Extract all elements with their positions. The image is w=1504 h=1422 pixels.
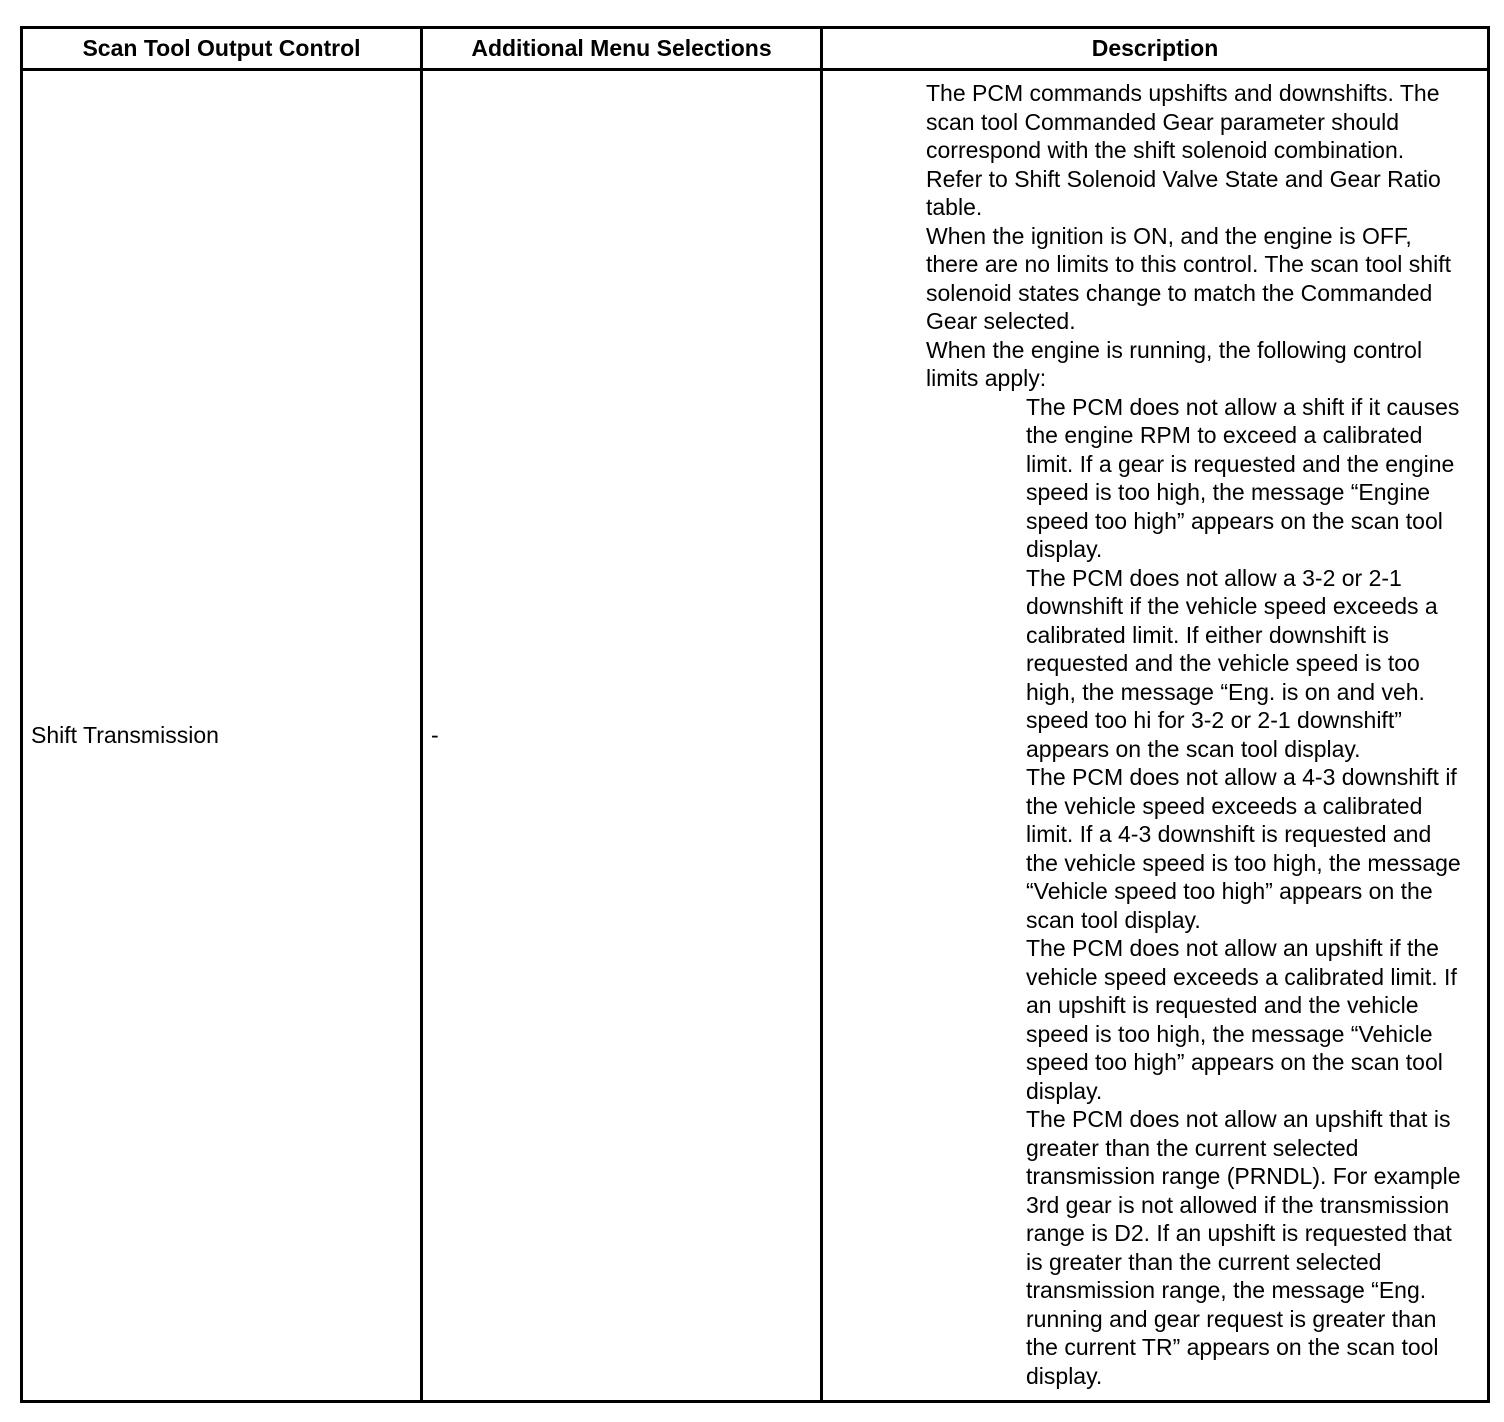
description-limit-item: The PCM does not allow a shift if it causes the engine RPM to exceed a calibrated limit. If a gear is requested and the engine speed is too high, the message “Engine speed too high” appears on the scan tool display. <box>1026 393 1460 562</box>
header-cell-description: Description <box>822 28 1489 70</box>
cell-additional-menu <box>422 70 822 1402</box>
header-cell-additional-menu-selections: Additional Menu Selections <box>422 28 822 70</box>
header-cell-scan-tool-output-control: Scan Tool Output Control <box>22 28 422 70</box>
scan-tool-output-control-table <box>20 26 1490 1403</box>
description-paragraph: The PCM commands upshifts and downshifts. The scan tool Commanded Gear parameter should correspond with the shift solenoid combination. Refer to Shift Solenoid Valve State and Gear Ratio table. <box>926 80 1441 220</box>
description-limit-item: The PCM does not allow an upshift if the vehicle speed exceeds a calibrated limit. If an upshift is requested and the vehicle speed is too high, the message “Vehicle speed too high” appears on the scan tool display. <box>1026 935 1457 1104</box>
cell-description <box>822 70 1489 1402</box>
output-control-label: Shift Transmission <box>31 722 219 749</box>
description-limit-item: The PCM does not allow a 3-2 or 2-1 downshift if the vehicle speed exceeds a calibrated limit. If either downshift is requested and the vehicle speed is too high, the message “Eng. is on and veh. speed too hi for 3-2 or 2-1 downshift” appears on the scan tool display. <box>1026 564 1438 762</box>
cell-output-control <box>22 70 422 1402</box>
additional-menu-value: - <box>431 722 439 749</box>
table-header-row <box>22 28 1489 70</box>
description-limit-item: The PCM does not allow a 4-3 downshift if the vehicle speed exceeds a calibrated limit. If a 4-3 downshift is requested and the vehicle speed is too high, the message “Vehicle speed too high” appears on the scan tool display. <box>1026 764 1461 933</box>
table-row-shift-transmission <box>22 70 1489 1402</box>
description-paragraph: When the ignition is ON, and the engine is OFF, there are no limits to this control. The scan tool shift solenoid states change to match the Commanded Gear selected. <box>926 222 1451 334</box>
description-paragraph: When the engine is running, the following control limits apply: <box>926 336 1423 391</box>
description-limit-item: The PCM does not allow an upshift that is greater than the current selected transmission range (PRNDL). For example 3rd gear is not allowed if the transmission range is D2. If an upshift is requested that is greater than the current selected transmission range, the message “Eng. running and gear request is greater than the current TR” appears on the scan tool display. <box>1026 1106 1461 1389</box>
